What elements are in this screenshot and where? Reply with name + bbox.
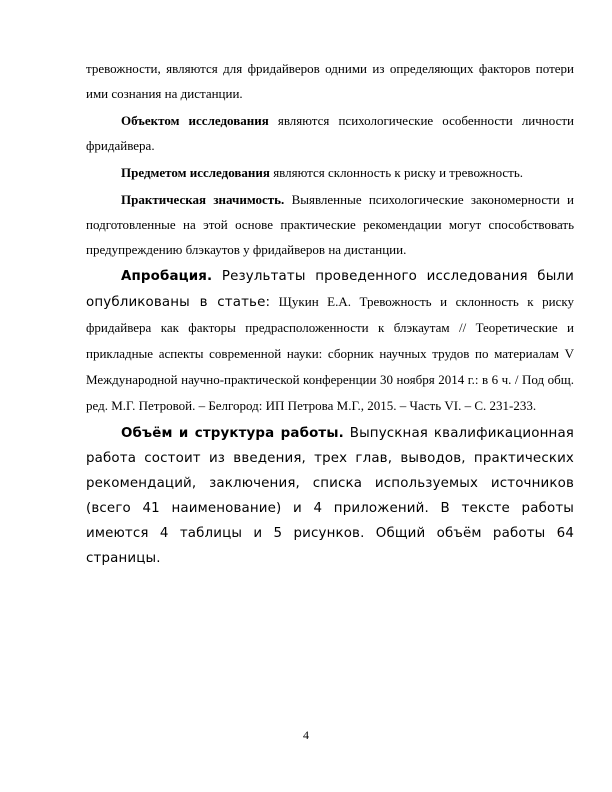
approbation-text: Результаты проведенного исследования были опубликованы в статье:	[86, 269, 574, 310]
paragraph-practical-significance	[86, 187, 574, 262]
paragraph-continuation: тревожности, являются для фридайверов одними из определяющих факторов потери ими сознания на дистанции.	[86, 61, 574, 101]
paragraph-research-object	[86, 108, 574, 158]
research-subject-label: Предметом исследования	[121, 165, 270, 180]
structure-label: Объём и структура работы.	[121, 426, 344, 441]
page-number: 4	[303, 728, 309, 742]
research-subject-text: являются склонность к риску и тревожность.	[269, 165, 524, 180]
paragraph-structure	[86, 421, 574, 571]
research-object-label: Объектом исследования	[121, 113, 269, 128]
practical-significance-text: Выявленные психологические закономерности и подготовленные на этой основе практические рекомендации могут способствовать предупреждению блэкаутов у фридайверов на дистанции.	[86, 192, 575, 257]
paragraph-research-subject	[86, 160, 574, 185]
paragraph-approbation	[86, 264, 574, 419]
structure-text: Выпускная квалификационная работа состоит из введения, трех глав, выводов, практических рекомендаций, заключения, списка используемых источников (всего 41 наименование) и 4 приложений. В тексте работы имеются 4 таблицы и 5 рисунков. Общий объём работы 64 страницы.	[86, 426, 574, 566]
practical-significance-label: Практическая значимость.	[121, 192, 285, 207]
approbation-citation: Щукин Е.А. Тревожность и склонность к риску фридайвера как факторы предрасположенности к блэкаутам // Теоретические и прикладные аспекты современной науки: сборник научных трудов по материалам V Международной научно-практической конференции 30 ноября 2014 г.: в 6 ч. / Под общ. ред. М.Г. Петровой. – Белгород: ИП Петрова М.Г., 2015. – Часть VI. – С. 231-233.	[86, 294, 574, 413]
approbation-label: Апробация.	[121, 269, 213, 284]
research-object-text: являются психологические особенности личности фридайвера.	[86, 113, 574, 153]
document-body	[86, 56, 574, 571]
